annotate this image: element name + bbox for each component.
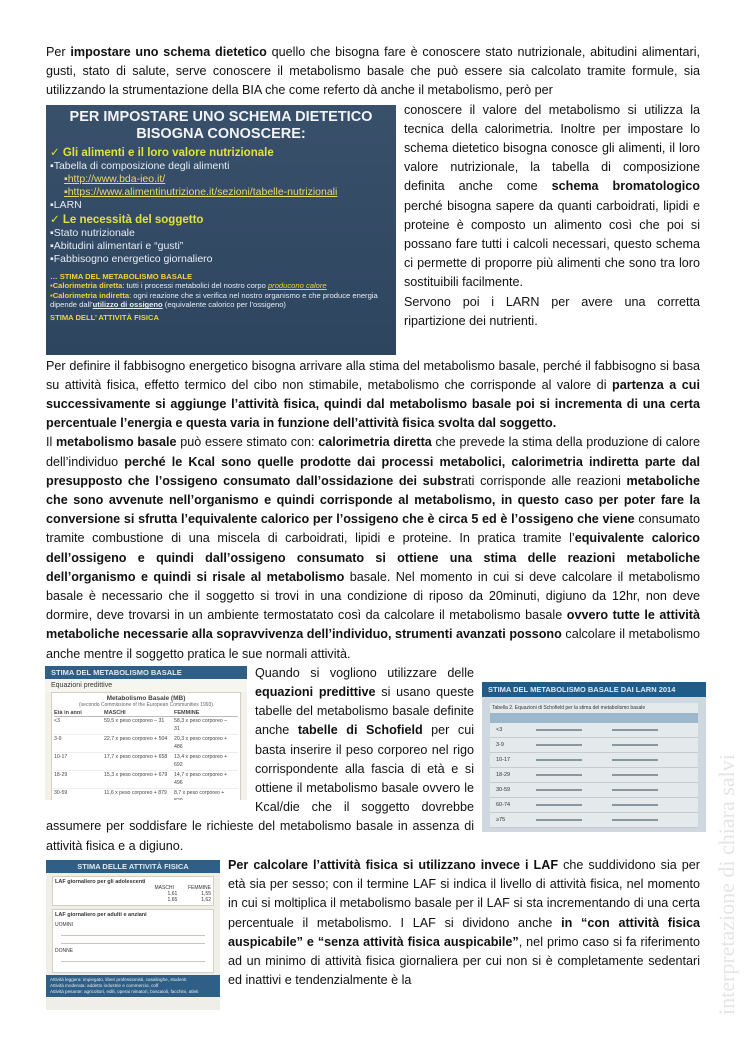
table-cell: 11,6 x peso corporeo + 879	[104, 789, 167, 796]
table-cell	[612, 744, 658, 746]
table-cell: 10-17	[54, 753, 68, 760]
table-cell	[536, 744, 582, 746]
table-cell: <3	[496, 726, 503, 733]
table-cell: 18-29	[496, 771, 511, 778]
figure-laf-table: STIMA DELLE ATTIVITÀ FISICA LAF giornaliero per gli adolescenti MASCHI FEMMINE 1,61 1,55 1,65 1,62 LAF giornaliero per adulti e anziani UOMINI DONNE Attività leggera: impiegato, liberi professionisti, casalinghe, studenti Attività moderata: addetto industrie e commercio, colf Attività pesante: agricoltori, edili, operai minatori, boscaioli, facchini, atleti	[46, 860, 220, 1010]
paragraph-metabolismo-basale: Il metabolismo basale può essere stimato con: calorimetria diretta che prevede la stima della produzione di calore dell’individuo perché le Kcal sono quelle prodotte dai processi metabolici, calorimetria indiretta parte dal presupposto che l’ossigeno consumato dall’ossidazione dei substrati corrisponde alle reazioni metaboliche che sono avvenute nell’organismo e quindi corrisponde al metabolismo, in questo caso per poter fare la conversione si sfrutta l’equivalente calorico per l’ossigeno che è circa 5 ed è l’ossigeno che viene consumato tramite combustione di una miscela di carboidrati, lipidi e proteine. In pratica tramite l’equivalente calorico dell’ossigeno e quindi dall’ossigeno consumato si ottiene una stima delle reazioni metaboliche dell’organismo e quindi si risale al metabolismo basale. Nel momento in cui si deve calcolare il metabolismo basale è necessario che il soggetto si trovi in una condizione di riposo da 20minuti, digiuno da 12hr, non deve dormire, deve trovarsi in un ambiente termostatato così da calcolare il metabolismo basale ovvero tutte le attività metaboliche necessarie alla sopravvivenza dell’individuo, strumenti avanzati possono calcolare il metabolismo anche mentre il soggetto pratica le sue normali attività.	[46, 435, 700, 661]
table-cell: 22,7 x peso corporeo + 504	[104, 735, 168, 742]
table-cell	[536, 819, 582, 821]
figure-metabolismo-basale-table: STIMA DEL METABOLISMO BASALE Equazioni predittive Metabolismo Basale (MB) (secondo Commissione of the European Communities 1993) Età in anni MASCHI FEMMINE <3 59,5 x peso corporeo – 31 58,3 x peso corporeo – 31 3-9 22,7 x peso corporeo + 504 20,3 x peso corporeo + 486 10-17 17,7 x peso corporeo + 658 13,4 x peso corporeo + 692 18-29 15,3 x peso corporeo + 679 14,7 x peso corporeo + 496 30-59 11,6 x peso corporeo + 879 8,7 x peso corporeo +	[45, 666, 247, 800]
table-cell: 30-59	[496, 786, 511, 793]
table-cell: 30-59	[54, 789, 68, 796]
link-alimentinutrizione[interactable]: ▪https://www.alimentinutrizione.it/sezioni/tabelle-nutrizionali	[64, 185, 338, 198]
table-row	[54, 789, 238, 800]
table-cell	[612, 729, 658, 731]
table-cell: 15,3 x peso corporeo + 679	[104, 771, 168, 778]
intro-bold: schema bromatologico	[551, 179, 700, 194]
table-cell	[612, 789, 658, 791]
intro-text: conoscere il valore del metabolismo si utilizza la tecnica della calorimetria. Inoltre per impostare lo schema dietetico bisogna conosce gli alimenti, il loro valore nutrizionale, la tabella di composizione definita anche come	[404, 102, 700, 194]
table-cell: 8,7 x peso corporeo +	[174, 789, 225, 796]
table-cell: 14,7 x peso corporeo + 496	[174, 771, 228, 787]
table-cell: 59,5 x peso corporeo – 31	[104, 717, 165, 724]
table-cell	[612, 774, 658, 776]
table-cell: 3-9	[496, 741, 504, 748]
table-row	[54, 771, 238, 789]
link-bda-ieo[interactable]: ▪http://www.bda-ieo.it/	[64, 172, 166, 185]
table-row	[490, 813, 698, 828]
table-cell	[536, 729, 582, 731]
table-cell: 60-74	[496, 801, 511, 808]
table-row	[490, 753, 698, 768]
paragraph-equazioni-predittive: Quando si vogliono utilizzare delle equazioni predittive si usano queste tabelle del metabolismo basale definite anche tabelle di Schofield per cui basta inserire il peso corporeo nel rigo corrispondente alla fascia di età e si ottiene il metabolismo basale ovvero le Kcal/die che il soggetto dovrebbe assumere per soddisfare le richieste del metabolismo basale in assenza di attività fisica e a digiuno.	[46, 665, 474, 853]
slide-image-schema-dietetico	[46, 105, 396, 355]
table-cell: 17,7 x peso corporeo + 658	[104, 753, 168, 760]
table-row	[490, 768, 698, 783]
table-cell: 10-17	[496, 756, 511, 763]
table-row	[490, 798, 698, 813]
table-row	[490, 723, 698, 738]
watermark: interpretazione di chiara salvi	[714, 754, 739, 1015]
paragraph-fabbisogno: Per definire il fabbisogno energetico bisogna arrivare alla stima del metabolismo basale, perché il fabbisogno si basa su attività fisica, effetto termico del cibo non stimabile, metabolismo che corrisponde al valore di partenza a cui successivamente si aggiunge l’attività fisica, quindi dal metabolismo basale poi si incrementa di una certa percentuale l’energia e questa varia in funzione dell’attività fisica svolta dal soggetto.	[46, 358, 700, 431]
table-row	[54, 753, 238, 771]
table-cell	[536, 759, 582, 761]
table-row	[490, 783, 698, 798]
table-cell: ≥75	[496, 816, 506, 823]
figure-larn-2014-table: STIMA DEL METABOLISMO BASALE DAI LARN 2014 Tabella 2. Equazioni di Schofield per la stima del metabolismo basale <3 3-9 10-17 18-29 30-59 60-74 ≥75	[482, 682, 706, 832]
table-cell: 18-29	[54, 771, 68, 778]
slide-title: PER IMPOSTARE UNO SCHEMA DIETETICO BISOGNA CONOSCERE:	[69, 108, 373, 142]
table-cell: 13,4 x peso corporeo + 692	[174, 753, 228, 769]
paragraph-intro: Per impostare uno schema dietetico quello che bisogna fare è conoscere stato nutrizionale, abitudini alimentari, gusti, stato di salute, serve conoscere il metabolismo basale che può essere sia calcolato tramite formule, sia utilizzando la strumentazione della BIA che come referto dà anche il metabolismo, però per	[46, 45, 700, 98]
table-row	[54, 735, 238, 753]
table-cell	[536, 789, 582, 791]
table-cell	[612, 804, 658, 806]
paragraph-laf: Per calcolare l’attività fisica si utilizzano invece i LAF che suddividono sia per età sia per sesso; con il termine LAF si indica il livello di attività fisica, nel momento in cui si moltiplica il metabolismo basale per il LAF si sta incrementando di una certa percentuale il metabolismo. I LAF si dividono anche in “con attività fisica auspicabile” e “senza attività fisica auspicabile”, nel primo caso si fa riferimento ad un minimo di attività fisica giornaliera per cui non si è completamente sedentari ed inattivi e tendenzialmente è la	[228, 857, 701, 988]
table-cell: 58,3 x peso corporeo – 31	[174, 717, 228, 733]
table-cell	[536, 804, 582, 806]
table-row	[490, 738, 698, 753]
slide-body: ✓ Gli alimenti e il loro valore nutrizionale ▪Tabella di composizione degli alimenti ▪http://www.bda-ieo.it/ ▪https://www.alimentinutrizione.it/sezioni/tabelle-nutrizionali ▪LARN ✓ Le necessità del soggetto ▪Stato nutrizionale ▪Abitudini alimentari e “gusti” ▪Fabbisogno energetico giornaliero … STIMA DEL METABOLISMO BASALE ▪Calorimetria diretta: tutti i processi metabolici del nostro corpo producono calore ▪Calorimetria indiretta: ogni reazione che si verifica nel nostro organismo e che produce energia dipende dall’utilizzo di ossigeno (equivalente calorico per l’ossigeno) STIMA DELL’ ATTIVITÀ FISICA	[46, 143, 396, 323]
table-cell: <3	[54, 717, 60, 724]
table-cell	[612, 819, 658, 821]
table-cell	[536, 774, 582, 776]
table-cell: 20,3 x peso corporeo + 486	[174, 735, 228, 751]
intro-text-end: perché bisogna sapere da quanti carboidrati, lipidi e proteine è composto un alimento così che poi si possano fare tutti i calcoli necessari, questo schema ci permette di proporre più alimenti che sono tra loro sostituibili facilmente.	[404, 198, 700, 290]
document-page	[46, 43, 700, 1012]
table-cell	[612, 759, 658, 761]
paragraph-larn: Servono poi i LARN per avere una corretta ripartizione dei nutrienti.	[404, 294, 700, 328]
table-row	[54, 717, 238, 735]
table-cell: 3-9	[54, 735, 62, 742]
